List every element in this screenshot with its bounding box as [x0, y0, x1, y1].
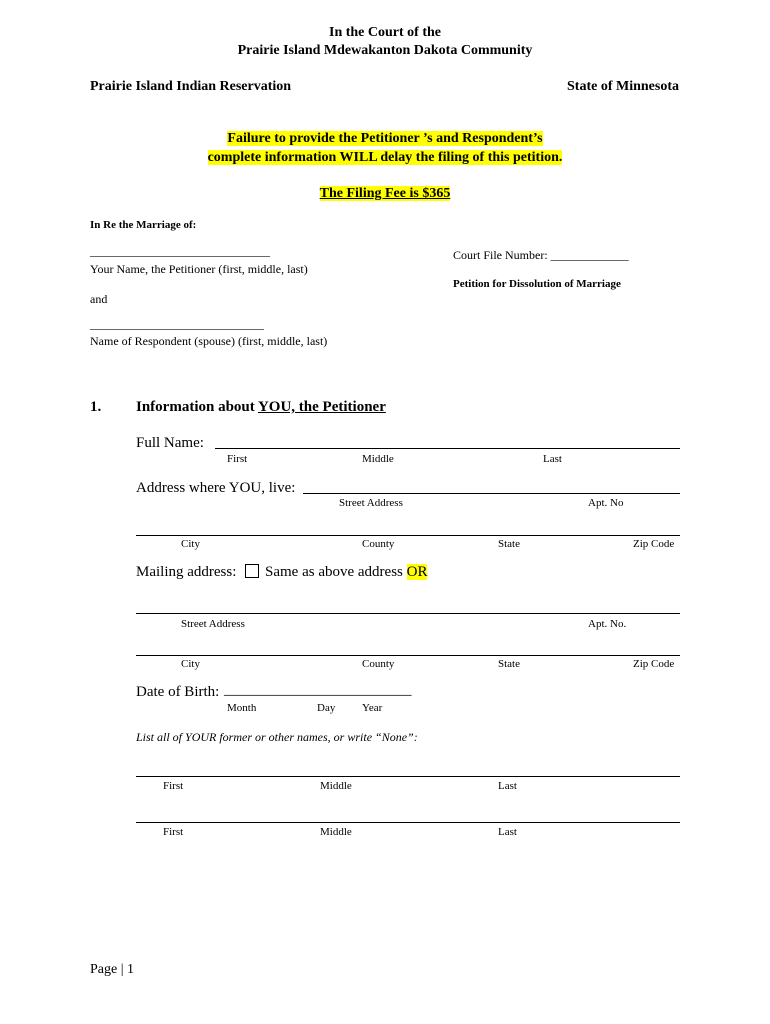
petitioner-name-blank[interactable]: ______________________________ — [90, 244, 270, 258]
same-as-above-label — [265, 564, 427, 581]
notice-line2-text: complete information WILL delay the filing of this petition. — [207, 150, 563, 165]
mailing-address-label: Mailing address: — [136, 564, 237, 580]
notice-line1 — [0, 131, 770, 147]
respondent-name-label: Name of Respondent (spouse) (first, middle, last) — [90, 334, 328, 348]
former-name-2-first: First — [163, 826, 184, 838]
respondent-name-blank[interactable]: _____________________________ — [90, 317, 264, 331]
section-title — [136, 399, 386, 416]
former-name-2-middle: Middle — [320, 826, 352, 838]
apt-no-label: Apt. No — [588, 497, 624, 509]
former-name-line-2[interactable] — [136, 822, 680, 823]
dob-blank[interactable]: _________________________ — [224, 682, 412, 698]
state-label: State of Minnesota — [567, 79, 679, 94]
section-number: 1. — [90, 399, 102, 415]
and-label: and — [90, 292, 108, 306]
street-address-line[interactable] — [303, 493, 680, 494]
section-title-underlined: YOU, the Petitioner — [257, 399, 386, 415]
mailing-apt-label: Apt. No. — [588, 618, 627, 630]
mailing-zip-label: Zip Code — [633, 658, 675, 670]
former-name-line-1[interactable] — [136, 776, 680, 777]
section-title-prefix: Information about — [136, 399, 258, 415]
state-field-label: State — [498, 538, 520, 550]
court-title-line2: Prairie Island Mdewakanton Dakota Community — [237, 43, 533, 58]
reservation-label: Prairie Island Indian Reservation — [90, 79, 292, 94]
same-as-above-text: Same as above address — [265, 564, 403, 580]
same-as-above-checkbox[interactable] — [245, 564, 259, 578]
dob-year-label: Year — [362, 702, 383, 714]
city-state-line[interactable] — [136, 535, 680, 536]
former-name-1-last: Last — [498, 780, 517, 792]
full-name-first-label: First — [227, 453, 248, 465]
petitioner-name-label: Your Name, the Petitioner (first, middle, last) — [90, 262, 308, 276]
full-name-last-label: Last — [543, 453, 562, 465]
city-label: City — [181, 538, 200, 550]
former-name-1-first: First — [163, 780, 184, 792]
mailing-county-label: County — [362, 658, 395, 670]
full-name-line[interactable] — [215, 448, 680, 449]
address-label: Address where YOU, live: — [136, 480, 296, 496]
dob-month-label: Month — [227, 702, 257, 714]
mailing-city-label: City — [181, 658, 200, 670]
mailing-city-line[interactable] — [136, 655, 680, 656]
filing-fee — [0, 186, 770, 202]
full-name-middle-label: Middle — [362, 453, 394, 465]
notice-line1-text: Failure to provide the Petitioner ’s and Respondent’s — [227, 131, 543, 146]
or-text: OR — [406, 564, 428, 580]
petition-title: Petition for Dissolution of Marriage — [453, 278, 621, 290]
in-re-label: In Re the Marriage of: — [90, 219, 197, 231]
filing-fee-text: The Filing Fee is $365 — [319, 186, 451, 201]
former-names-prompt: List all of YOUR former or other names, or write “None”: — [136, 730, 418, 744]
zip-code-label: Zip Code — [633, 538, 675, 550]
county-label: County — [362, 538, 395, 550]
full-name-label: Full Name: — [136, 435, 204, 451]
mailing-street-line[interactable] — [136, 613, 680, 614]
street-address-label: Street Address — [339, 497, 403, 509]
page-number: Page | 1 — [90, 962, 135, 977]
former-name-2-last: Last — [498, 826, 517, 838]
mailing-street-label: Street Address — [181, 618, 245, 630]
dob-day-label: Day — [317, 702, 336, 714]
dob-label: Date of Birth: — [136, 684, 220, 700]
court-file-number[interactable]: Court File Number: _____________ — [453, 248, 629, 262]
notice-line2 — [0, 150, 770, 166]
court-title-line1: In the Court of the — [329, 25, 441, 40]
mailing-state-label: State — [498, 658, 520, 670]
former-name-1-middle: Middle — [320, 780, 352, 792]
